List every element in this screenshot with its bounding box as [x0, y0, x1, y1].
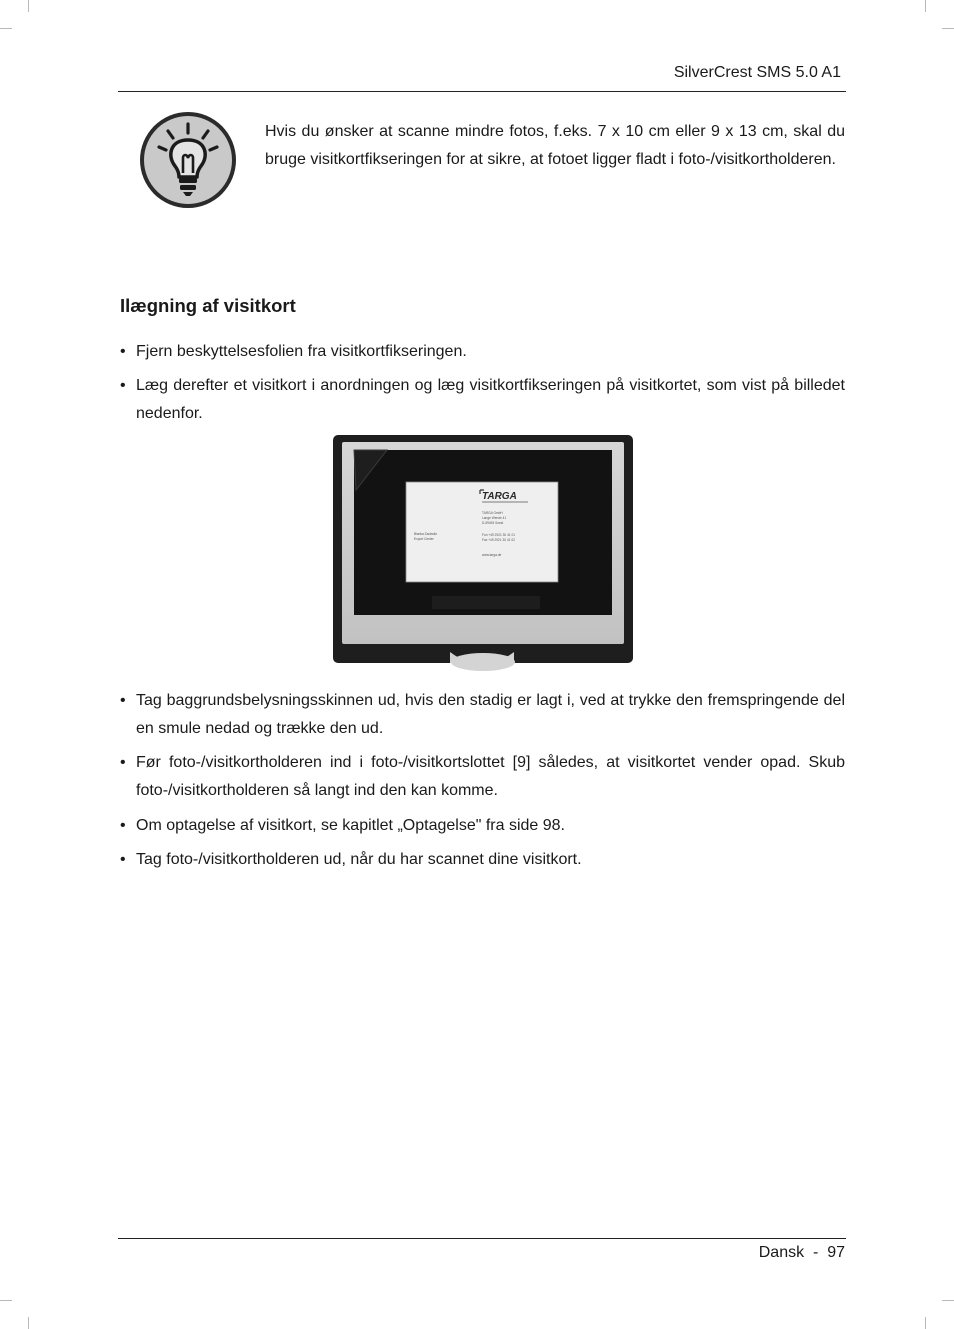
- crop-mark: [925, 0, 926, 12]
- crop-mark: [28, 1317, 29, 1329]
- bullet-dot: •: [120, 851, 126, 868]
- list-item: [118, 338, 845, 366]
- crop-mark: [942, 28, 954, 29]
- list-item-text: Før foto-/visitkortholderen ind i foto-/visitkortslottet [9] således, at visitkortet vender opad. Skub foto-/visitkortholderen så langt ind den kan komme.: [136, 754, 845, 799]
- list-item: [118, 687, 845, 742]
- header-title: SilverCrest SMS 5.0 A1: [673, 64, 841, 81]
- card-line: Lange Wende 41: [482, 516, 507, 520]
- card-logo: TARGA: [482, 491, 517, 502]
- list-item-text: Tag baggrundsbelysningsskinnen ud, hvis den stadig er lagt i, ved at trykke den fremspringende del en smule nedad og trække den ud.: [136, 692, 845, 737]
- list-item-text: Tag foto-/visitkortholderen ud, når du har scannet dine visitkort.: [136, 851, 582, 868]
- footer-rule: [118, 1238, 846, 1239]
- list-item: [118, 846, 845, 874]
- lightbulb-icon: [138, 110, 238, 210]
- list-item: [118, 749, 845, 804]
- crop-mark: [28, 0, 29, 12]
- list-item-text: Fjern beskyttelsesfolien fra visitkortfikseringen.: [136, 343, 467, 360]
- list-item-text: Om optagelse af visitkort, se kapitlet „Optagelse" fra side 98.: [136, 817, 565, 834]
- card-line: www.targa.de: [482, 553, 502, 557]
- bullet-dot: •: [120, 817, 126, 834]
- bullet-dot: •: [120, 692, 126, 709]
- crop-mark: [942, 1300, 954, 1301]
- tip-text: Hvis du ønsker at scanne mindre fotos, f.eks. 7 x 10 cm eller 9 x 13 cm, skal du bruge visitkortfikseringen for at sikre, at fotoet ligger fladt i foto-/visitkortholderen.: [265, 123, 845, 168]
- card-holder-figure: [332, 434, 634, 672]
- card-line: Bianka Zackwitz: [414, 532, 438, 536]
- header-rule: [118, 91, 846, 92]
- list-item: [118, 812, 845, 840]
- bullet-dot: •: [120, 343, 126, 360]
- list-item: [118, 372, 845, 427]
- card-line: Export Center: [414, 537, 434, 541]
- card-line: Fax +49 2921 30 41 02: [482, 538, 515, 542]
- section-heading: Ilægning af visitkort: [120, 295, 296, 316]
- card-line: D-59494 Soest: [482, 521, 504, 525]
- card-line: Fon +49 2921 30 41 01: [482, 533, 516, 537]
- list-item-text: Læg derefter et visitkort i anordningen og læg visitkortfikseringen på visitkortet, som vist på billedet nedenfor.: [136, 377, 845, 422]
- bullet-dot: •: [120, 754, 126, 771]
- card-line: TARGA GmbH: [482, 511, 503, 515]
- page-footer: Dansk - 97: [758, 1244, 845, 1261]
- crop-mark: [925, 1317, 926, 1329]
- bullet-dot: •: [120, 377, 126, 394]
- crop-mark: [0, 28, 12, 29]
- crop-mark: [0, 1300, 12, 1301]
